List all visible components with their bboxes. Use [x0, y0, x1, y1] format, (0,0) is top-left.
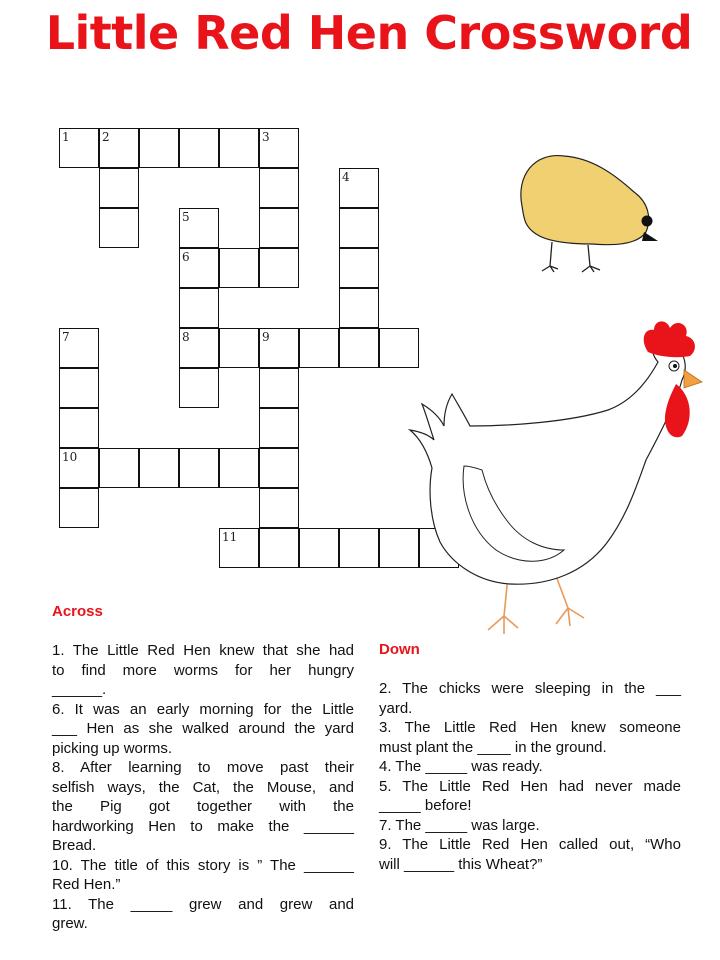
- grid-cell[interactable]: [59, 368, 99, 408]
- down-clue-list: [379, 679, 681, 874]
- grid-cell[interactable]: [139, 128, 179, 168]
- clue-number: 6: [182, 250, 190, 264]
- clue-number: 4: [342, 170, 350, 184]
- across-clue-line: ___ Hen as she walked around the yard: [52, 720, 354, 737]
- grid-cell[interactable]: [259, 328, 299, 368]
- across-clue-line: 11. The _____ grew and grew and: [52, 895, 354, 913]
- grid-cell[interactable]: [339, 208, 379, 248]
- clue-number: 11: [222, 530, 238, 544]
- grid-cell[interactable]: [219, 128, 259, 168]
- across-clue-line: to find more worms for her hungry: [52, 661, 354, 679]
- grid-cell[interactable]: [259, 208, 299, 248]
- grid-cell[interactable]: [179, 128, 219, 168]
- across-clue-line: selfish ways, the Cat, the Mouse, and: [52, 778, 354, 796]
- clue-number: 10: [62, 450, 78, 464]
- grid-cell[interactable]: [339, 288, 379, 328]
- across-clue-line: 1. The Little Red Hen knew that she had: [52, 642, 354, 659]
- grid-cell[interactable]: [259, 248, 299, 288]
- grid-cell[interactable]: [259, 408, 299, 448]
- down-clue-line: 3. The Little Red Hen knew someone: [379, 719, 681, 736]
- grid-cell[interactable]: [99, 208, 139, 248]
- across-clue-line: 10. The title of this story is ” The ______: [52, 856, 354, 874]
- across-clue-line: ______.: [52, 681, 107, 698]
- down-clue-line: 2. The chicks were sleeping in the ___: [379, 680, 681, 697]
- clue-number: 3: [262, 130, 270, 144]
- grid-cell[interactable]: [179, 208, 219, 248]
- grid-cell[interactable]: [59, 128, 99, 168]
- grid-cell[interactable]: [59, 328, 99, 368]
- page-title: Little Red Hen Crossword: [45, 6, 693, 60]
- across-clue-list: [52, 641, 354, 934]
- down-clue-line: 4. The _____ was ready.: [379, 758, 543, 775]
- grid-cell[interactable]: [99, 448, 139, 488]
- clue-number: 5: [182, 210, 190, 224]
- down-clue-line: will ______ this Wheat?”: [379, 855, 543, 873]
- clue-number: 8: [182, 330, 190, 344]
- across-clue-line: 6. It was an early morning for the Little: [52, 700, 354, 718]
- grid-cell[interactable]: [59, 408, 99, 448]
- grid-cell[interactable]: [59, 488, 99, 528]
- grid-cell[interactable]: [139, 448, 179, 488]
- grid-cell[interactable]: [339, 328, 379, 368]
- grid-cell[interactable]: [339, 248, 379, 288]
- down-heading: Down: [379, 641, 420, 658]
- down-clue-line: _____ before!: [379, 797, 472, 814]
- down-clue-line: 5. The Little Red Hen had never made: [379, 777, 681, 795]
- clue-number: 9: [262, 330, 270, 344]
- down-clue-line: 7. The _____ was large.: [379, 816, 540, 834]
- grid-cell[interactable]: [339, 168, 379, 208]
- grid-cell[interactable]: [299, 328, 339, 368]
- across-clue-line: Bread.: [52, 837, 97, 854]
- grid-cell[interactable]: [179, 448, 219, 488]
- grid-cell[interactable]: [219, 528, 259, 568]
- grid-cell[interactable]: [59, 448, 99, 488]
- grid-cell[interactable]: [259, 448, 299, 488]
- grid-cell[interactable]: [179, 368, 219, 408]
- down-clue-line: 9. The Little Red Hen called out, “Who: [379, 836, 681, 853]
- chick-icon: [510, 148, 670, 283]
- across-clue-line: 8. After learning to move past their: [52, 759, 354, 776]
- grid-cell[interactable]: [259, 368, 299, 408]
- clue-number: 1: [62, 130, 70, 144]
- grid-cell[interactable]: [219, 328, 259, 368]
- grid-cell[interactable]: [259, 128, 299, 168]
- across-clue-line: grew.: [52, 915, 88, 932]
- across-clue-line: Red Hen.”: [52, 876, 121, 893]
- grid-cell[interactable]: [299, 528, 339, 568]
- grid-cell[interactable]: [179, 328, 219, 368]
- clue-number: 7: [62, 330, 70, 344]
- across-clue-line: hardworking Hen to make the ______: [52, 817, 354, 835]
- grid-cell[interactable]: [179, 288, 219, 328]
- grid-cell[interactable]: [259, 168, 299, 208]
- across-clue-line: the Pig got together with the: [52, 798, 354, 815]
- grid-cell[interactable]: [259, 488, 299, 528]
- across-clue-line: picking up worms.: [52, 739, 173, 757]
- grid-cell[interactable]: [99, 168, 139, 208]
- grid-cell[interactable]: [259, 528, 299, 568]
- across-heading: Across: [52, 603, 103, 620]
- hen-icon: [400, 318, 710, 640]
- grid-cell[interactable]: [99, 128, 139, 168]
- clue-number: 2: [102, 130, 110, 144]
- grid-cell[interactable]: [339, 528, 379, 568]
- down-clue-line: must plant the ____ in the ground.: [379, 738, 607, 756]
- grid-cell[interactable]: [219, 248, 259, 288]
- down-clue-line: yard.: [379, 699, 413, 717]
- grid-cell[interactable]: [219, 448, 259, 488]
- grid-cell[interactable]: [179, 248, 219, 288]
